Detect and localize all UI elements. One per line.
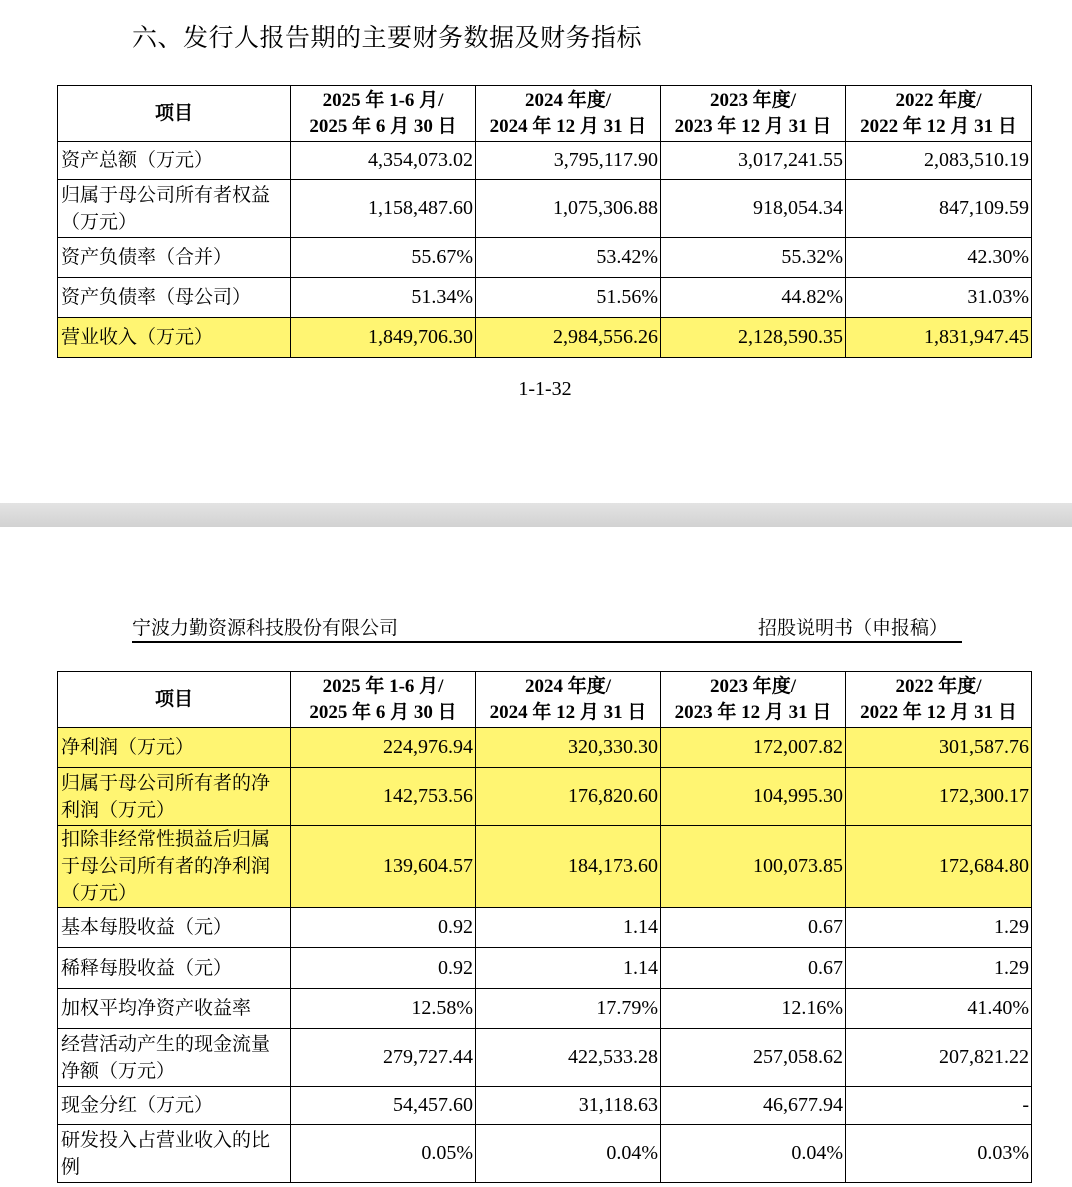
cell-value: 51.56%: [476, 278, 661, 318]
header-period: 2023 年度/ 2023 年 12 月 31 日: [661, 672, 846, 728]
table-row: [58, 180, 1032, 238]
cell-value: 17.79%: [476, 989, 661, 1029]
table-row: [58, 1125, 1032, 1183]
cell-value: 4,354,073.02: [291, 142, 476, 180]
section-title: 六、发行人报告期的主要财务数据及财务指标: [132, 23, 643, 52]
cell-value: 51.34%: [291, 278, 476, 318]
header-period: 2025 年 1-6 月/ 2025 年 6 月 30 日: [291, 672, 476, 728]
cell-value: 847,109.59: [846, 180, 1032, 238]
header-period: 2024 年度/ 2024 年 12 月 31 日: [476, 672, 661, 728]
row-label: 归属于母公司所有者权益（万元）: [58, 180, 291, 238]
cell-value: 142,753.56: [291, 768, 476, 826]
row-label: 现金分红（万元）: [58, 1087, 291, 1125]
row-label: 净利润（万元）: [58, 728, 291, 768]
row-label: 资产负债率（合并）: [58, 238, 291, 278]
table-row: [58, 1087, 1032, 1125]
cell-value: 1,831,947.45: [846, 318, 1032, 358]
cell-value: 0.05%: [291, 1125, 476, 1183]
row-label: 经营活动产生的现金流量净额（万元）: [58, 1029, 291, 1087]
table-row: [58, 826, 1032, 908]
table-header-row: [58, 86, 1032, 142]
cell-value: 257,058.62: [661, 1029, 846, 1087]
cell-value: 1.29: [846, 948, 1032, 989]
cell-value: 0.03%: [846, 1125, 1032, 1183]
table-row: [58, 278, 1032, 318]
cell-value: 12.16%: [661, 989, 846, 1029]
cell-value: 2,128,590.35: [661, 318, 846, 358]
cell-value: 918,054.34: [661, 180, 846, 238]
header-period: 2024 年度/ 2024 年 12 月 31 日: [476, 86, 661, 142]
cell-value: 55.32%: [661, 238, 846, 278]
page-number: 1-1-32: [518, 378, 572, 400]
table-row: [58, 238, 1032, 278]
cell-value: 1.14: [476, 948, 661, 989]
cell-value: 139,604.57: [291, 826, 476, 908]
table-row: [58, 908, 1032, 948]
cell-value: -: [846, 1087, 1032, 1125]
table-row: [58, 948, 1032, 989]
page-separator: [0, 503, 1072, 527]
cell-value: 31,118.63: [476, 1087, 661, 1125]
header-period: 2023 年度/ 2023 年 12 月 31 日: [661, 86, 846, 142]
cell-value: 12.58%: [291, 989, 476, 1029]
cell-value: 54,457.60: [291, 1087, 476, 1125]
row-label: 资产总额（万元）: [58, 142, 291, 180]
cell-value: 53.42%: [476, 238, 661, 278]
header-period: 2022 年度/ 2022 年 12 月 31 日: [846, 672, 1032, 728]
cell-value: 224,976.94: [291, 728, 476, 768]
document-title: 招股说明书（申报稿）: [757, 617, 948, 639]
cell-value: 1.29: [846, 908, 1032, 948]
cell-value: 3,795,117.90: [476, 142, 661, 180]
cell-value: 55.67%: [291, 238, 476, 278]
cell-value: 0.92: [291, 908, 476, 948]
cell-value: 42.30%: [846, 238, 1032, 278]
cell-value: 172,684.80: [846, 826, 1032, 908]
table-row: [58, 768, 1032, 826]
row-label: 营业收入（万元）: [58, 318, 291, 358]
cell-value: 46,677.94: [661, 1087, 846, 1125]
header-period: 2022 年度/ 2022 年 12 月 31 日: [846, 86, 1032, 142]
cell-value: 279,727.44: [291, 1029, 476, 1087]
cell-value: 100,073.85: [661, 826, 846, 908]
cell-value: 422,533.28: [476, 1029, 661, 1087]
row-label: 归属于母公司所有者的净利润（万元）: [58, 768, 291, 826]
cell-value: 2,984,556.26: [476, 318, 661, 358]
row-label: 资产负债率（母公司）: [58, 278, 291, 318]
cell-value: 0.67: [661, 948, 846, 989]
table-header-row: [58, 672, 1032, 728]
table-row: [58, 318, 1032, 358]
financial-table-2: [57, 671, 1032, 1183]
cell-value: 0.04%: [476, 1125, 661, 1183]
cell-value: 2,083,510.19: [846, 142, 1032, 180]
cell-value: 176,820.60: [476, 768, 661, 826]
cell-value: 41.40%: [846, 989, 1032, 1029]
table-row: [58, 989, 1032, 1029]
row-label: 扣除非经常性损益后归属于母公司所有者的净利润（万元）: [58, 826, 291, 908]
cell-value: 44.82%: [661, 278, 846, 318]
cell-value: 172,300.17: [846, 768, 1032, 826]
row-label: 加权平均净资产收益率: [58, 989, 291, 1029]
cell-value: 31.03%: [846, 278, 1032, 318]
cell-value: 0.04%: [661, 1125, 846, 1183]
document-header: [132, 609, 962, 643]
header-item: 项目: [58, 672, 291, 728]
header-period: 2025 年 1-6 月/ 2025 年 6 月 30 日: [291, 86, 476, 142]
cell-value: 3,017,241.55: [661, 142, 846, 180]
table-row: [58, 1029, 1032, 1087]
cell-value: 1,158,487.60: [291, 180, 476, 238]
table-row: [58, 142, 1032, 180]
company-name: 宁波力勤资源科技股份有限公司: [132, 617, 399, 639]
row-label: 稀释每股收益（元）: [58, 948, 291, 989]
cell-value: 1,849,706.30: [291, 318, 476, 358]
cell-value: 0.67: [661, 908, 846, 948]
header-item: 项目: [58, 86, 291, 142]
cell-value: 320,330.30: [476, 728, 661, 768]
cell-value: 0.92: [291, 948, 476, 989]
cell-value: 172,007.82: [661, 728, 846, 768]
financial-table-1: [57, 85, 1032, 358]
row-label: 基本每股收益（元）: [58, 908, 291, 948]
cell-value: 207,821.22: [846, 1029, 1032, 1087]
table-row: [58, 728, 1032, 768]
cell-value: 301,587.76: [846, 728, 1032, 768]
cell-value: 1.14: [476, 908, 661, 948]
cell-value: 184,173.60: [476, 826, 661, 908]
cell-value: 104,995.30: [661, 768, 846, 826]
row-label: 研发投入占营业收入的比例: [58, 1125, 291, 1183]
cell-value: 1,075,306.88: [476, 180, 661, 238]
